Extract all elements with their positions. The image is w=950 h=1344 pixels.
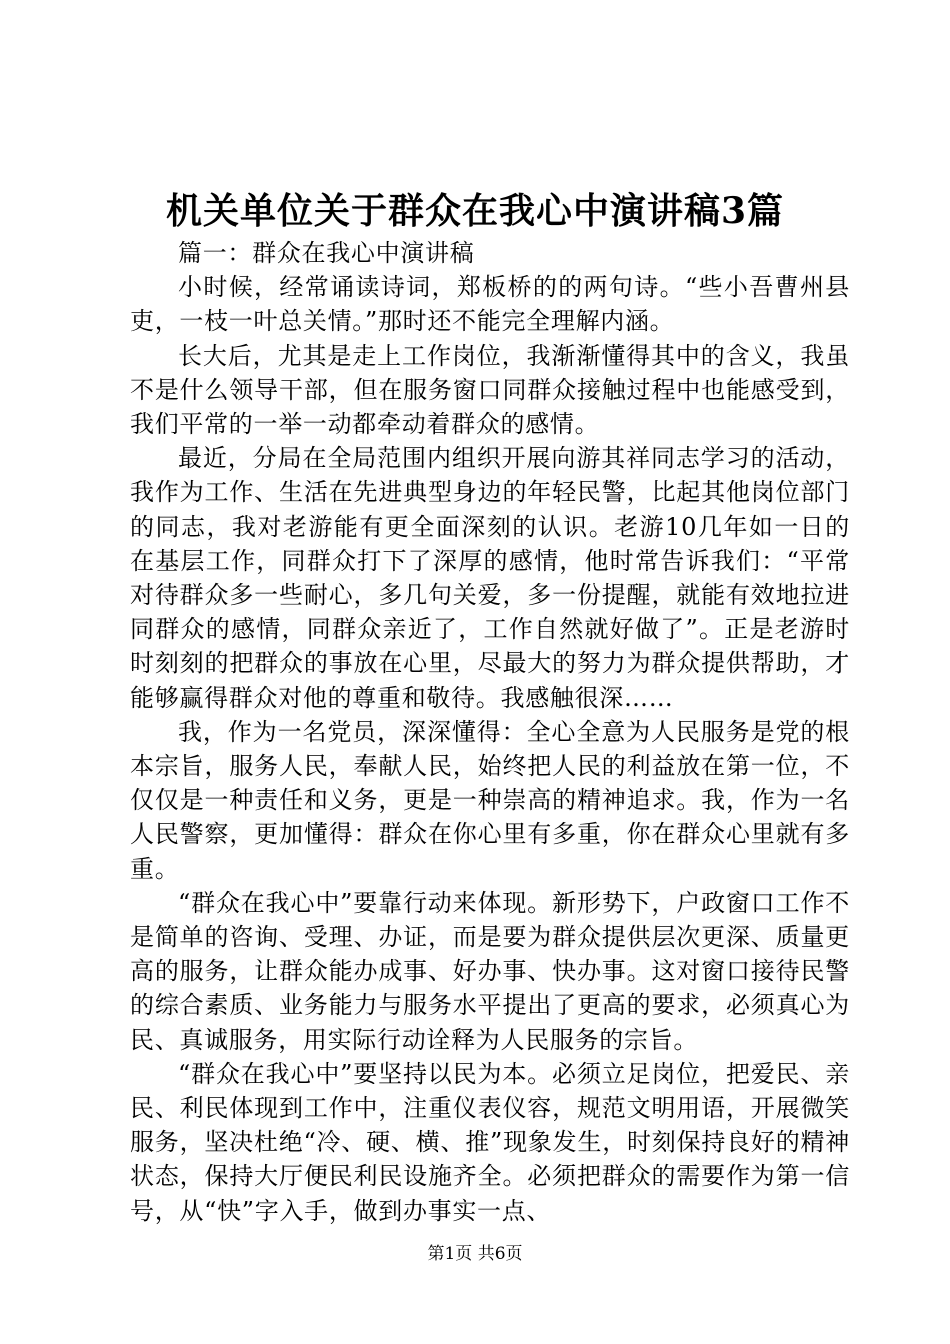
body-paragraph: “群众在我心中”要坚持以民为本。必须立足岗位，把爱民、亲民、利民体现到工作中，注重仪表仪容，规范文明用语，开展微笑服务，坚决杜绝“冷、硬、横、推”现象发生，时刻保持良好的精神状态，保持大厅便民利民设施齐全。必须把群众的需要作为第一信号，从“快”字入手，做到办事实一点、 [130,1059,850,1225]
body-paragraph: 小时候，经常诵读诗词，郑板桥的的两句诗。“些小吾曹州县吏，一枝一叶总关情。”那时还不能完全理解内涵。 [130,273,850,336]
document-title: 机关单位关于群众在我心中演讲稿3篇 [165,190,785,232]
document-body [130,236,850,1228]
section-heading: 篇一：群众在我心中演讲稿 [178,239,475,267]
body-paragraph: 我，作为一名党员，深深懂得：全心全意为人民服务是党的根本宗旨，服务人民，奉献人民，始终把人民的利益放在第一位，不仅仅是一种责任和义务，更是一种崇高的精神追求。我，作为一名人民警察，更加懂得：群众在你心里有多重，你在群众心里就有多重。 [130,717,850,883]
body-paragraph: 最近，分局在全局范围内组织开展向游其祥同志学习的活动，我作为工作、生活在先进典型身边的年轻民警，比起其他岗位部门的同志，我对老游能有更全面深刻的认识。老游10几年如一日的在基层工作，同群众打下了深厚的感情，他时常告诉我们：“平常对待群众多一些耐心，多几句关爱，多一份提醒，就能有效地拉进同群众的感情，同群众亲近了，工作自然就好做了”。正是老游时时刻刻的把群众的事放在心里，尽最大的努力为群众提供帮助，才能够赢得群众对他的尊重和敬待。我感触很深…… [130,444,850,712]
body-paragraph: 长大后，尤其是走上工作岗位，我渐渐懂得其中的含义，我虽不是什么领导干部，但在服务窗口同群众接触过程中也能感受到，我们平常的一举一动都牵动着群众的感情。 [130,341,850,439]
body-paragraph: “群众在我心中”要靠行动来体现。新形势下，户政窗口工作不是简单的咨询、受理、办证，而是要为群众提供层次更深、质量更高的服务，让群众能办成事、好办事、快办事。这对窗口接待民警的综合素质、业务能力与服务水平提出了更高的要求，必须真心为民、真诚服务，用实际行动诠释为人民服务的宗旨。 [130,888,850,1054]
page-number-footer: 第1页 共6页 [427,1244,523,1264]
